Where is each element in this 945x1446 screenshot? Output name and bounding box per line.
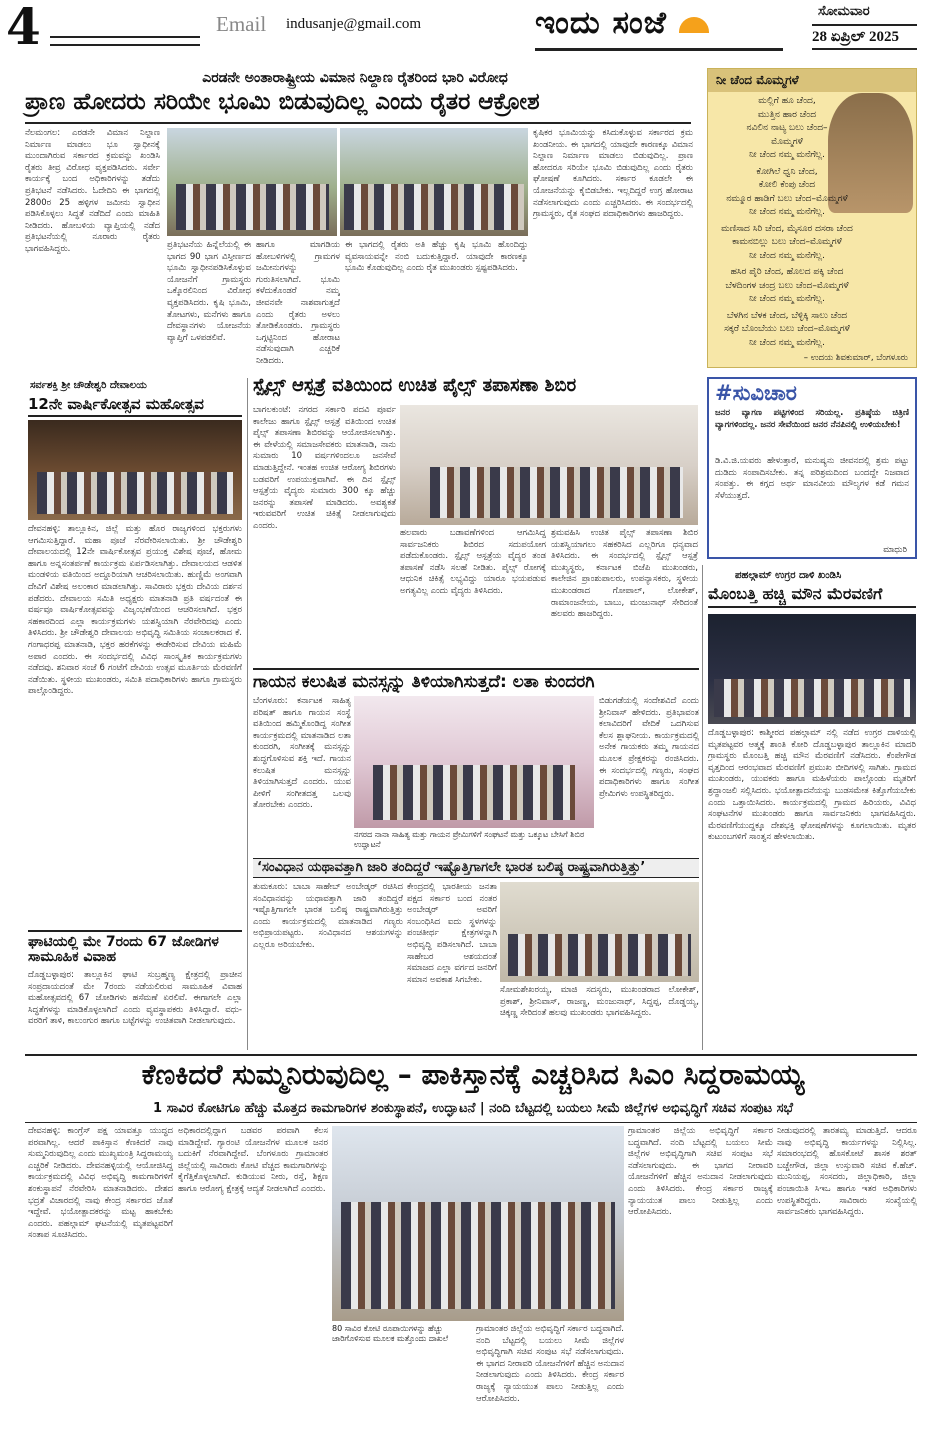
poem-title: ನೀ ಚೆಂದ ಮೊಮ್ಮಗಳೆ <box>708 69 916 92</box>
poem-line: ನೀ ಚೆಂದ ನಮ್ಮ ಮನೆಗೆಲ್ಲ. <box>749 150 825 160</box>
cm-column-4: ನೀಡುವುದರಲ್ಲಿ ತಾರತಮ್ಯ ಮಾಡುತ್ತಿದೆ. ಆದರೂ ನಾವು ಅಭಿವೃದ್ಧಿ ಕಾರ್ಯಗಳನ್ನು ನಿಲ್ಲಿಸಿಲ್ಲ. ಸಮಾರಂಭದಲ್ಲಿ ಹೊಸಕೋಟೆ ಶಾಸಕ ಶರತ್ ಬಚ್ಚೇಗೌಡ, ಜಿಲ್ಲಾ ಉಸ್ತುವಾರಿ ಸಚಿವ ಕೆ.ಹೆಚ್. ಮುನಿಯಪ್ಪ, ಸಂಸದರು, ಜಿಲ್ಲಾಧಿಕಾರಿ, ಜಿಲ್ಲಾ ಪಂಚಾಯಿತಿ ಸಿಇಒ ಹಾಗೂ ಇತರ ಅಧಿಕಾರಿಗಳು ಉಪಸ್ಥಿತರಿದ್ದರು. ಸಾವಿರಾರು ಸಂಖ್ಯೆಯಲ್ಲಿ ಸಾರ್ವಜನಿಕರು ಭಾಗವಹಿಸಿದ್ದರು. <box>777 1126 917 1218</box>
suvichara-box <box>707 377 917 559</box>
poem-box <box>707 68 917 368</box>
peace-body: ದೊಡ್ಡಬಳ್ಳಾಪುರ: ಕಾಶ್ಮೀರದ ಪಹಲ್ಗಾಮ್ ನಲ್ಲಿ ನಡೆದ ಉಗ್ರರ ದಾಳಿಯಲ್ಲಿ ಮೃತಪಟ್ಟವರ ಆತ್ಮಕ್ಕೆ ಶಾಂತಿ ಕೋರಿ ದೊಡ್ಡಬಳ್ಳಾಪುರ ತಾಲ್ಲೂಕಿನ ಮಾದರಿ ಗ್ರಾಮಸ್ಥರು ಮೊಂಬತ್ತಿ ಹಚ್ಚಿ ಮೌನ ಮೆರವಣಿಗೆ ನಡೆಸಿದರು. ಕೆಂಪೇಗೌಡ ವೃತ್ತದಿಂದ ಆರಂಭವಾದ ಮೆರವಣಿಗೆ ಪ್ರಮುಖ ಬೀದಿಗಳಲ್ಲಿ ಸಾಗಿತು. ಗ್ರಾಮದ ಮುಖಂಡರು, ಯುವಕರು ಹಾಗೂ ಮಹಿಳೆಯರು ಪಾಲ್ಗೊಂಡು ಮೃತರಿಗೆ ಶ್ರದ್ಧಾಂಜಲಿ ಸಲ್ಲಿಸಿದರು. ಭಯೋತ್ಪಾದನೆಯನ್ನು ಬುಡಸಮೇತ ಕಿತ್ತೊಗೆಯಬೇಕು ಎಂದು ಒತ್ತಾಯಿಸಿದರು. ಕಾರ್ಯಕ್ರಮದಲ್ಲಿ ಗ್ರಾಮದ ಹಿರಿಯರು, ವಿವಿಧ ಸಂಘಟನೆಗಳ ಮುಖಂಡರು ಹಾಗೂ ಸಾರ್ವಜನಿಕರು ಭಾಗವಹಿಸಿದ್ದರು. ಮೆರವಣಿಗೆಯುದ್ದಕ್ಕೂ ದೇಶಭಕ್ತಿ ಘೋಷಣೆಗಳನ್ನು ಕೂಗಲಾಯಿತು. ಮೃತರ ಕುಟುಂಬಗಳಿಗೆ ಸಾಂತ್ವನ ಹೇಳಲಾಯಿತು. <box>708 728 916 843</box>
lead-kicker: ಎರಡನೇ ಅಂತಾರಾಷ್ಟ್ರೀಯ ವಿಮಾನ ನಿಲ್ದಾಣ ರೈತರಿಂದ ಭಾರಿ ವಿರೋಧ <box>202 70 508 86</box>
lead-rule <box>25 122 691 124</box>
poem-line: ನೀ ಚೆಂದ ನಮ್ಮ ಮನೆಗೆಲ್ಲ. <box>749 250 825 261</box>
constitution-photo <box>500 882 699 982</box>
cm-photo <box>332 1126 624 1321</box>
poem-line: ಬೆಳಗಿನ ಬೆಳಕ ಚೆಂದ, ಬೆಳ್ಳಿಕ್ಕಿ ಸಾಲು ಚೆಂದ <box>726 310 848 321</box>
suvichara-quote: ಜನರ ವ್ಯಾಗಣ ಪಟ್ಟಿಗಳಿಂದ ಸರಿಯಲ್ಲ. ಪ್ರತಿಷ್ಠೆಯ ಚಿತ್ರಿಣಿ ವ್ಯಾಗಗಳಿಂದಲ್ಲ. ಜನರ ಸೇವೆಯಿಂದ ಜನರ ನೆನಪಿನಲ್ಲಿ ಉಳಿಯಬೇಕು! <box>715 408 909 430</box>
poem-line: ಮಣಿಸಾದ ಸಿರಿ ಚೆಂದ, ಮೈಸೂರ ದಸರಾ ಚೆಂದ <box>721 223 853 234</box>
poem-line: ಮುತ್ತಿನ ಹಾರ ಚೆಂದ <box>757 109 817 120</box>
poem-line: ಕಾಮನಬಿಲ್ಲು ಬಲು ಚೆಂದ–ಮೊಮ್ಮಗಳೆ <box>732 237 842 247</box>
lead-photo-farmers <box>340 128 528 236</box>
camp-photo <box>400 405 698 525</box>
constitution-headline: ‘ಸಂವಿಧಾನ ಯಥಾವತ್ತಾಗಿ ಜಾರಿ ತಂದಿದ್ದರೆ ಇಷ್ಟೊತ್ತಿಗಾಗಲೇ ಭಾರತ ಬಲಿಷ್ಠ ರಾಷ್ಟ್ರವಾಗಿರುತ್ತಿತ್ತು’ <box>253 858 699 878</box>
poem-line: ಕೋಲಿ ಕೆಂಪು ಚೆಂದ <box>758 180 816 190</box>
poem-body <box>712 95 862 350</box>
page-number: 4 <box>6 0 41 56</box>
constitution-column-2: ಕೇಂದ್ರದಲ್ಲಿ ಭಾರತೀಯ ಜನತಾ ಪಕ್ಷದ ಸರ್ಕಾರ ಬಂದ ನಂತರ ಅಂಬೇಡ್ಕರ್ ಅವರಿಗೆ ಸಂಬಂಧಿಸಿದ ಐದು ಸ್ಥಳಗಳನ್ನು ಪಂಚತೀರ್ಥ ಕ್ಷೇತ್ರಗಳನ್ನಾಗಿ ಅಭಿವೃದ್ಧಿ ಪಡಿಸಲಾಗಿದೆ. ಬಾಬಾ ಸಾಹೇಬರ ಆಶಯದಂತೆ ಸಮಾಜದ ಎಲ್ಲಾ ವರ್ಗದ ಜನರಿಗೆ ಸಮಾನ ಅವಕಾಶ ಸಿಗಬೇಕು. <box>407 882 497 985</box>
temple-headline: 12ನೇ ವಾರ್ಷಿಕೋತ್ಸವ ಮಹೋತ್ಸವ <box>28 397 242 417</box>
paper-name: ಇಂದು ಸಂಜೆ <box>535 5 667 41</box>
camp-column-1: ಬಾಗಲಕುಂಟೆ: ನಗರದ ಸರ್ಕಾರಿ ಪದವಿ ಪೂರ್ವ ಕಾಲೇಜು ಹಾಗೂ ಸ್ಪೈಲ್ಸ್ ಆಸ್ಪತ್ರೆ ವತಿಯಿಂದ ಉಚಿತ ಪೈಲ್ಸ್ ತಪಾಸಣಾ ಶಿಬಿರವನ್ನು ಆಯೋಜಿಸಲಾಗಿತ್ತು. ಈ ವೇಳೆಯಲ್ಲಿ ಸಮಾಜಸೇವಕರು ಮಾತನಾಡಿ, ನಾನು ಸುಮಾರು 10 ವರ್ಷಗಳಿಂದಲೂ ಜನಸೇವೆ ಮಾಡುತ್ತಿದ್ದೇನೆ. ಇಂತಹ ಉಚಿತ ಆರೋಗ್ಯ ಶಿಬಿರಗಳು ಬಡವರಿಗೆ ಉಪಯುಕ್ತವಾಗಿವೆ. ಈ ದಿನ ಸ್ಪೈಲ್ಸ್ ಆಸ್ಪತ್ರೆಯ ವೈದ್ಯರು ಸುಮಾರು 300 ಕ್ಕೂ ಹೆಚ್ಚು ಜನರನ್ನು ತಪಾಸಣೆ ಮಾಡಿದರು. ಅವಶ್ಯಕತೆ ಇರುವವರಿಗೆ ಉಚಿತ ಚಿಕಿತ್ಸೆ ನೀಡಲಾಗುವುದು ಎಂದರು. <box>253 405 396 531</box>
lead-column-3: ಹಾಗೂ ಮಾಗಡಿಯ ಹೋಬಳಿಗಳಲ್ಲಿ ಗ್ರಾಮಗಳ ಜಮೀನುಗಳನ್ನು ಗುರುತಿಸಲಾಗಿದೆ. ಭೂಮಿ ಕಳೆದುಕೊಂಡರೆ ನಮ್ಮ ಜೀವನವೇ ನಾಶವಾಗುತ್ತದೆ ಎಂದು ರೈತರು ಅಳಲು ತೋಡಿಕೊಂಡರು. ಗ್ರಾಮಸ್ಥರು ಒಗ್ಗಟ್ಟಿನಿಂದ ಹೋರಾಟ ನಡೆಸುವುದಾಗಿ ಎಚ್ಚರಿಕೆ ನೀಡಿದರು. <box>256 240 340 366</box>
poem-line: ನವಿಲಿನ ನಾಟ್ಯ ಬಲು ಚೆಂದ– <box>746 123 828 133</box>
poem-line: ಸಕ್ಕರೆ ಬೊಂಬೆಯು ಬಲು ಚೆಂದ–ಮೊಮ್ಮಗಳೆ <box>724 324 850 334</box>
page-rule <box>50 36 200 46</box>
suvichara-title: #ಸುವಿಚಾರ <box>715 381 797 405</box>
poem-line: ಮೊಮ್ಮಗಳೆ <box>771 136 803 147</box>
poem-line: ಮಲ್ಲಿಗೆ ಹೂ ಚೆಂದ, <box>758 96 816 106</box>
lead-column-1: ನೆಲಮಂಗಲ: ಎರಡನೇ ವಿಮಾನ ನಿಲ್ದಾಣ ನಿರ್ಮಾಣ ಮಾಡಲು ಭೂ ಸ್ವಾಧೀನಕ್ಕೆ ಮುಂದಾಗಿರುವ ಸರ್ಕಾರದ ಕ್ರಮವನ್ನು ಖಂಡಿಸಿ ರೈತರು ತೀವ್ರ ವಿರೋಧ ವ್ಯಕ್ತಪಡಿಸಿದರು. ಸರ್ವೇ ಕಾರ್ಯಕ್ಕೆ ಬಂದ ಅಧಿಕಾರಿಗಳನ್ನು ತಡೆದು ಪ್ರತಿಭಟನೆ ನಡೆಸಿದರು. ಓದೇದಿನಿ ಈ ಭಾಗದಲ್ಲಿ 2800ರ 25 ಹಳ್ಳಿಗಳ ಜಮೀನು ಸ್ವಾಧೀನ ಪಡಿಸಿಕೊಳ್ಳಲು ಸಿದ್ಧತೆ ನಡೆದಿದೆ ಎಂದು ಮಾಹಿತಿ ನೀಡಿದರು. ಹೋಬಳಿಯ ವ್ಯಾಪ್ತಿಯಲ್ಲಿ ನಡೆದ ಪ್ರತಿಭಟನೆಯಲ್ಲಿ ನೂರಾರು ರೈತರು ಭಾಗವಹಿಸಿದ್ದರು. <box>25 128 160 254</box>
temple-kicker: ಸರ್ವಶಕ್ತಿ ಶ್ರೀ ಚೌಡೇಶ್ವರಿ ದೇವಾಲಯ <box>30 380 147 391</box>
lata-column-1: ಬೆಂಗಳೂರು: ಕರ್ನಾಟಕ ಸಾಹಿತ್ಯ ಪರಿಷತ್ ಹಾಗೂ ಗಾಯನ ಸಂಸ್ಥೆ ವತಿಯಿಂದ ಹಮ್ಮಿಕೊಂಡಿದ್ದ ಸಂಗೀತ ಕಾರ್ಯಕ್ರಮದಲ್ಲಿ ಮಾತನಾಡಿದ ಲತಾ ಕುಂದರಗಿ, ಸಂಗೀತಕ್ಕೆ ಮನಸ್ಸನ್ನು ಶುದ್ಧಗೊಳಿಸುವ ಶಕ್ತಿ ಇದೆ. ಗಾಯನ ಕಲುಷಿತ ಮನಸ್ಸನ್ನು ತಿಳಿಯಾಗಿಸುತ್ತದೆ ಎಂದರು. ಯುವ ಪೀಳಿಗೆ ಸಂಗೀತದತ್ತ ಒಲವು ತೋರಬೇಕು ಎಂದರು. <box>253 696 351 811</box>
issue-date: 28 ಏಪ್ರಿಲ್ 2025 <box>812 24 917 50</box>
column-divider <box>247 378 248 1050</box>
camp-headline: ಸ್ಪೈಲ್ಸ್ ಆಸ್ಪತ್ರೆ ವತಿಯಿಂದ ಉಚಿತ ಪೈಲ್ಸ್ ತಪಾಸಣಾ ಶಿಬಿರ <box>253 375 577 396</box>
temple-body: ದೇವನಹಳ್ಳಿ: ತಾಲ್ಲೂಕಿನ, ಜಿಲ್ಲೆ ಮತ್ತು ಹೊರ ರಾಜ್ಯಗಳಿಂದ ಭಕ್ತರುಗಳು ಆಗಮಿಸುತ್ತಿದ್ದಾರೆ. ಮಹಾ ಪೂಜೆ ನೆರವೇರಿಸಲಾಯಿತು. ಶ್ರೀ ಚೌಡೇಶ್ವರಿ ದೇವಾಲಯದಲ್ಲಿ 12ನೇ ವಾರ್ಷಿಕೋತ್ಸವ ಪ್ರಯುಕ್ತ ವಿಶೇಷ ಪೂಜೆ, ಹೋಮ ಹಾಗೂ ಅನ್ನಸಂತರ್ಪಣೆ ಕಾರ್ಯಕ್ರಮ ಏರ್ಪಡಿಸಲಾಗಿತ್ತು. ದೇವಾಲಯದ ಆಡಳಿತ ಮಂಡಳಿಯ ವತಿಯಿಂದ ಅದ್ದೂರಿಯಾಗಿ ಆಚರಿಸಲಾಯಿತು. ಹುಣ್ಣಿಮೆ ಅಂಗವಾಗಿ ದೇವಿಗೆ ವಿಶೇಷ ಅಲಂಕಾರ ಮಾಡಲಾಗಿತ್ತು. ಸಾವಿರಾರು ಭಕ್ತರು ದೇವಿಯ ದರ್ಶನ ಪಡೆದರು. ದೇವಾಲಯ ಸಮಿತಿ ಅಧ್ಯಕ್ಷರು ಮಾತನಾಡಿ ಪ್ರತಿ ವರ್ಷದಂತೆ ಈ ವರ್ಷವೂ ವಾರ್ಷಿಕೋತ್ಸವವನ್ನು ವಿಜೃಂಭಣೆಯಿಂದ ಆಚರಿಸಲಾಗಿದೆ. ಭಕ್ತರ ಸಹಕಾರದಿಂದ ಎಲ್ಲಾ ಕಾರ್ಯಕ್ರಮಗಳು ಯಶಸ್ವಿಯಾಗಿ ನೆರವೇರಿದವು ಎಂದು ತಿಳಿಸಿದರು. ಶ್ರೀ ಚೌಡೇಶ್ವರಿ ದೇವಾಲಯ ಅಭಿವೃದ್ಧಿ ಸಮಿತಿಯ ಸಂಚಾಲಕರಾದ ಕೆ. ಗಂಗಾಧರಪ್ಪ ಮಾತನಾಡಿ, ಭಕ್ತರ ಹರಕೆಗಳನ್ನು ಈಡೇರಿಸುವ ದೇವಿಯ ಮಹಿಮೆ ಅಪಾರ ಎಂದರು. ಈ ಸಂದರ್ಭದಲ್ಲಿ ವಿವಿಧ ಸಾಂಸ್ಕೃತಿಕ ಕಾರ್ಯಕ್ರಮಗಳು ನಡೆದವು. ಶನಿವಾರ ಸಂಜೆ 6 ಗಂಟೆಗೆ ದೇವಿಯ ಉತ್ಸವ ಮೂರ್ತಿಯ ಮೆರವಣಿಗೆ ನಡೆಯಿತು. ಸ್ಥಳೀಯ ಮುಖಂಡರು, ಸಮಿತಿ ಪದಾಧಿಕಾರಿಗಳು ಹಾಗೂ ಗ್ರಾಮಸ್ಥರು ಪಾಲ್ಗೊಂಡಿದ್ದರು. <box>28 524 242 697</box>
lead-headline: ಪ್ರಾಣ ಹೋದರು ಸರಿಯೇ ಭೂಮಿ ಬಿಡುವುದಿಲ್ಲ ಎಂದು ರೈತರ ಆಕ್ರೋಶ <box>25 89 540 115</box>
lead-photo-officials <box>167 128 337 236</box>
cm-headline: ಕೆಣಕಿದರೆ ಸುಮ್ಮನಿರುವುದಿಲ್ಲ – ಪಾಕಿಸ್ತಾನಕ್ಕೆ ಎಚ್ಚರಿಸಿದ ಸಿಎಂ ಸಿದ್ದರಾಮಯ್ಯ <box>141 1058 805 1091</box>
temple-photo <box>28 420 242 520</box>
poem-line: ನೀ ಚೆಂದ ನಮ್ಮ ಮನೆಗೆಲ್ಲ. <box>749 294 825 304</box>
suvichara-credit: ಮಾಧುರಿ <box>883 545 907 555</box>
constitution-column-1: ತುಮಕೂರು: ಬಾಬಾ ಸಾಹೇಬ್ ಅಂಬೇಡ್ಕರ್ ರಚಿಸಿದ ಸಂವಿಧಾನವನ್ನು ಯಥಾವತ್ತಾಗಿ ಜಾರಿ ತಂದಿದ್ದರೆ ಇಷ್ಟೊತ್ತಿಗಾಗಲೇ ಭಾರತ ಬಲಿಷ್ಠ ರಾಷ್ಟ್ರವಾಗಿರುತ್ತಿತ್ತು ಎಂದು ಕಾರ್ಯಕ್ರಮದಲ್ಲಿ ಮಾತನಾಡಿದ ಗಣ್ಯರು ಅಭಿಪ್ರಾಯಪಟ್ಟರು. ಸಂವಿಧಾನದ ಆಶಯಗಳನ್ನು ಎಲ್ಲರೂ ಅರಿಯಬೇಕು. <box>253 882 403 950</box>
lead-column-2: ಪ್ರತಿಭಟನೆಯ ಹಿನ್ನೆಲೆಯಲ್ಲಿ ಈ ಭಾಗದ 90 ಭಾಗ ವಿಸ್ತೀರ್ಣದ ಭೂಮಿ ಸ್ವಾಧೀನಪಡಿಸಿಕೊಳ್ಳುವ ಯೋಜನೆಗೆ ಗ್ರಾಮಸ್ಥರು ಒಕ್ಕೊರಲಿನಿಂದ ವಿರೋಧ ವ್ಯಕ್ತಪಡಿಸಿದರು. ಕೃಷಿ ಭೂಮಿ, ತೋಟಗಳು, ಮನೆಗಳು ಹಾಗೂ ದೇವಸ್ಥಾನಗಳು ಯೋಜನೆಯ ವ್ಯಾಪ್ತಿಗೆ ಒಳಪಡಲಿವೆ. <box>167 240 251 343</box>
sun-icon <box>679 17 709 33</box>
poem-line: ಬೆಳದಿಂಗಳ ಚಂದ್ರ ಬಲು ಚೆಂದ–ಮೊಮ್ಮಗಳೆ <box>725 280 849 291</box>
peace-headline: ಮೊಂಬತ್ತಿ ಹಚ್ಚಿ ಮೌನ ಮೆರವಣಿಗೆ <box>708 586 916 608</box>
poem-author: – ಉದಯ ಶಿವಕುಮಾರ್, ಬೆಂಗಳೂರು <box>803 353 908 363</box>
cm-column-1: ದೇವನಹಳ್ಳಿ: ಕಾಂಗ್ರೆಸ್ ಪಕ್ಷ ಯಾವತ್ತೂ ಯುದ್ಧದ ಪರವಾಗಿಲ್ಲ. ಆದರೆ ಪಾಕಿಸ್ತಾನ ಕೆಣಕಿದರೆ ನಾವು ಸುಮ್ಮನಿರುವುದಿಲ್ಲ ಎಂದು ಮುಖ್ಯಮಂತ್ರಿ ಸಿದ್ದರಾಮಯ್ಯ ಎಚ್ಚರಿಕೆ ನೀಡಿದರು. ದೇವನಹಳ್ಳಿಯಲ್ಲಿ ಆಯೋಜಿಸಿದ್ದ ಕಾರ್ಯಕ್ರಮದಲ್ಲಿ ವಿವಿಧ ಅಭಿವೃದ್ಧಿ ಕಾಮಗಾರಿಗಳಿಗೆ ಶಂಕುಸ್ಥಾಪನೆ ನೆರವೇರಿಸಿ ಮಾತನಾಡಿದರು. ದೇಶದ ಭದ್ರತೆ ವಿಚಾರದಲ್ಲಿ ನಾವು ಕೇಂದ್ರ ಸರ್ಕಾರದ ಜೊತೆ ಇದ್ದೇವೆ. ಭಯೋತ್ಪಾದಕರನ್ನು ಮಟ್ಟ ಹಾಕಬೇಕು ಎಂದರು. ಪಹಲ್ಗಾಮ್ ಘಟನೆಯಲ್ಲಿ ಮೃತಪಟ್ಟವರಿಗೆ ಸಂತಾಪ ಸೂಚಿಸಿದರು. <box>28 1126 173 1241</box>
peace-photo <box>708 614 916 724</box>
poem-line: ನೀ ಚೆಂದ ನಮ್ಮ ಮನೆಗೆಲ್ಲ. <box>749 207 825 217</box>
constitution-column-3: ಸೋಮಶೇಖರಯ್ಯ, ಮಾಜಿ ಸದಸ್ಯರು, ಮುಖಂಡರಾದ ಲೋಕೇಶ್, ಪ್ರಕಾಶ್, ಶ್ರೀನಿವಾಸ್, ರಾಜಣ್ಣ, ಮಂಜುನಾಥ್, ಸಿದ್ದಪ್ಪ, ದೊಡ್ಡಯ್ಯ, ಚಿಕ್ಕಣ್ಣ ಸೇರಿದಂತೆ ಹಲವು ಮುಖಂಡರು ಭಾಗವಹಿಸಿದ್ದರು. <box>500 985 699 1019</box>
suvichara-body: ಡಿ.ವಿ.ಜಿ.ಯವರು ಹೇಳುತ್ತಾರೆ, ಮನುಷ್ಯನು ಜೀವನದಲ್ಲಿ ಶ್ರಮ ಪಟ್ಟು ದುಡಿದು ಸಂಪಾದಿಸಬೇಕು. ತನ್ನ ಪರಿಶ್ರಮದಿಂದ ಬಂದದ್ದೇ ನಿಜವಾದ ಸಂಪತ್ತು. ಈ ಕಗ್ಗದ ಅರ್ಥ ಮಾನವೀಯ ಮೌಲ್ಯಗಳ ಕಡೆ ಗಮನ ಸೆಳೆಯುತ್ತದೆ. <box>715 456 909 501</box>
poem-line: ಕೋಗಿಲೆ ಧ್ವನಿ ಚೆಂದ, <box>756 166 818 177</box>
poem-line: ನೀ ಚೆಂದ ನಮ್ಮ ಮನೆಗೆಲ್ಲ. <box>749 337 825 348</box>
poem-line: ಹಸಿರ ಪೈರಿ ಚೆಂದ, ಹೊಲದ ಪಕ್ಕಿ ಚೆಂದ <box>730 267 844 277</box>
cm-caption: 80 ಸಾವಿರ ಕೋಟಿ ರೂಪಾಯಿಗಳನ್ನು ಹೆಚ್ಚು ಜಾರಿಗೊಳಿಸುವ ಮೂಲಕ ಮತ್ತೊಂದು ದಾಖಲೆ <box>332 1324 449 1343</box>
cm-top-rule <box>25 1054 917 1056</box>
lata-caption: ನಗರದ ನಾನಾ ಸಾಹಿತ್ಯ ಮತ್ತು ಗಾಯನ ಪ್ರೇಮಿಗಳಿಗೆ ಸಂಘಟನೆ ಮತ್ತು ಒಕ್ಕೂಟ ಬೇಸಿಗೆ ಶಿಬಿರ ಉದ್ಘಾಟನೆ <box>354 830 585 849</box>
cm-subhead: 1 ಸಾವಿರ ಕೋಟಿಗೂ ಹೆಚ್ಚು ಮೊತ್ತದ ಕಾಮಗಾರಿಗಳ ಶಂಕುಸ್ಥಾಪನೆ, ಉದ್ಘಾಟನೆ | ನಂದಿ ಬೆಟ್ಟದಲ್ಲಿ ಬಯಲು ಸೀಮೆ ಜಿಲ್ಲೆಗಳ ಅಭಿವೃದ್ಧಿಗೆ ಸಚಿವ ಸಂಪುಟ ಸಭೆ <box>153 1101 793 1116</box>
peace-kicker: ಪಹಲ್ಗಾಮ್ ಉಗ್ರರ ದಾಳಿ ಖಂಡಿಸಿ <box>735 570 842 581</box>
wedding-body: ದೊಡ್ಡಬಳ್ಳಾಪುರ: ತಾಲ್ಲೂಕಿನ ಘಾಟಿ ಸುಬ್ರಹ್ಮಣ್ಯ ಕ್ಷೇತ್ರದಲ್ಲಿ ಪ್ರಾಚೀನ ಸಂಪ್ರದಾಯದಂತೆ ಮೇ 7ರಂದು ನಡೆಯಲಿರುವ ಸಾಮೂಹಿಕ ವಿವಾಹ ಮಹೋತ್ಸವದಲ್ಲಿ 67 ಜೋಡಿಗಳು ಹಸೆಮಣೆ ಏರಲಿವೆ. ಈಗಾಗಲೇ ಎಲ್ಲಾ ಸಿದ್ಧತೆಗಳನ್ನು ಮಾಡಿಕೊಳ್ಳಲಾಗಿದೆ ಎಂದು ವ್ಯವಸ್ಥಾಪಕರು ತಿಳಿಸಿದ್ದಾರೆ. ವಧು-ವರರಿಗೆ ತಾಳಿ, ಕಾಲುಂಗುರ ಹಾಗೂ ಬಟ್ಟೆಗಳನ್ನು ಉಚಿತವಾಗಿ ನೀಡಲಾಗುವುದು. <box>28 970 242 1027</box>
camp-column-3: ಶ್ರಮವಹಿಸಿ ಉಚಿತ ಪೈಲ್ಸ್ ತಪಾಸಣಾ ಶಿಬಿರ ಯಶಸ್ವಿಯಾಗಲು ಸಹಕರಿಸಿದ ಎಲ್ಲರಿಗೂ ಧನ್ಯವಾದ ತಿಳಿಸಿದರು. ಈ ಸಂದರ್ಭದಲ್ಲಿ ಸ್ಪೈಲ್ಸ್ ಆಸ್ಪತ್ರೆ ಮುಖ್ಯಸ್ಥರು, ಕರ್ನಾಟಕ ಬಿಜೆಪಿ ಮುಖಂಡರು, ಕಾಲೇಜಿನ ಪ್ರಾಂಶುಪಾಲರು, ಉಪನ್ಯಾಸಕರು, ಸ್ಥಳೀಯ ಮುಖಂಡರಾದ ಗೋಪಾಲ್, ಲೋಕೇಶ್, ರಾಮಾಂಜನೇಯ, ಬಾಬು, ಮಂಜುನಾಥ್ ಸೇರಿದಂತೆ ಹಲವರು ಹಾಜರಿದ್ದರು. <box>551 528 698 620</box>
camp-column-2: ಹಲವಾರು ಬಡಾವಣೆಗಳಿಂದ ಆಗಮಿಸಿದ್ದ ಸಾರ್ವಜನಿಕರು ಶಿಬಿರದ ಸದುಪಯೋಗ ಪಡೆದುಕೊಂಡರು. ಸ್ಪೈಲ್ಸ್ ಆಸ್ಪತ್ರೆಯ ವೈದ್ಯರ ತಂಡ ತಪಾಸಣೆ ನಡೆಸಿ ಸಲಹೆ ನೀಡಿತು. ಪೈಲ್ಸ್ ರೋಗಕ್ಕೆ ಆಧುನಿಕ ಚಿಕಿತ್ಸೆ ಲಭ್ಯವಿದ್ದು ಯಾರೂ ಭಯಪಡುವ ಅಗತ್ಯವಿಲ್ಲ ಎಂದು ವೈದ್ಯರು ತಿಳಿಸಿದರು. <box>400 528 546 596</box>
wedding-headline: ಘಾಟಿಯಲ್ಲಿ ಮೇ 7ರಂದು 67 ಜೋಡಿಗಳ ಸಾಮೂಹಿಕ ವಿವಾಹ <box>28 930 242 964</box>
cm-sub-rule <box>25 1122 917 1123</box>
cm-column-3: ಗ್ರಾಮಾಂತರ ಜಿಲ್ಲೆಯ ಅಭಿವೃದ್ಧಿಗೆ ಸರ್ಕಾರ ಬದ್ಧವಾಗಿದೆ. ನಂದಿ ಬೆಟ್ಟದಲ್ಲಿ ಬಯಲು ಸೀಮೆ ಜಿಲ್ಲೆಗಳ ಅಭಿವೃದ್ಧಿಗಾಗಿ ಸಚಿವ ಸಂಪುಟ ಸಭೆ ನಡೆಸಲಾಗುವುದು. ಈ ಭಾಗದ ನೀರಾವರಿ ಯೋಜನೆಗಳಿಗೆ ಹೆಚ್ಚಿನ ಅನುದಾನ ನೀಡಲಾಗುವುದು ಎಂದು ತಿಳಿಸಿದರು. ಕೇಂದ್ರ ಸರ್ಕಾರ ರಾಜ್ಯಕ್ಕೆ ನ್ಯಾಯಯುತ ಪಾಲು ನೀಡುತ್ತಿಲ್ಲ ಎಂದು ಆರೋಪಿಸಿದರು. <box>628 1126 773 1218</box>
lead-column-4: ಈ ಭಾಗದಲ್ಲಿ ರೈತರು ಅತಿ ಹೆಚ್ಚು ಕೃಷಿ ಭೂಮಿ ಹೊಂದಿದ್ದು ವ್ಯವಸಾಯವನ್ನೇ ನಂಬಿ ಬದುಕುತ್ತಿದ್ದಾರೆ. ಯಾವುದೇ ಕಾರಣಕ್ಕೂ ಭೂಮಿ ಕೊಡುವುದಿಲ್ಲ ಎಂದು ರೈತ ಮುಖಂಡರು ಸ್ಪಷ್ಟಪಡಿಸಿದರು. <box>345 240 528 274</box>
paper-logo <box>535 5 783 51</box>
lata-headline: ಗಾಯನ ಕಲುಷಿತ ಮನಸ್ಸನ್ನು ತಿಳಿಯಾಗಿಸುತ್ತದೆ: ಲತಾ ಕುಂದರಗಿ <box>253 668 699 692</box>
email-address[interactable]: indusanje@gmail.com <box>286 16 422 32</box>
email-label: Email <box>216 12 267 36</box>
column-divider <box>702 565 703 1050</box>
poem-line: ನಮ್ಮೂರ ಹಾಡಿಗೆ ಬಲು ಚೆಂದ–ಮೊಮ್ಮಗಳೆ <box>726 193 848 204</box>
lata-column-2: ಬಿಡುಗಡೆಯಲ್ಲಿ ಸಂದೇಶವಿದೆ ಎಂದು ಶ್ರೀನಿವಾಸ್ ಹೇಳಿದರು. ಪ್ರತಿಭಾವಂತ ಕಲಾವಿದರಿಗೆ ವೇದಿಕೆ ಒದಗಿಸುವ ಕೆಲಸ ಶ್ಲಾಘನೀಯ. ಕಾರ್ಯಕ್ರಮದಲ್ಲಿ ಅನೇಕ ಗಾಯಕರು ತಮ್ಮ ಗಾಯನದ ಮೂಲಕ ಪ್ರೇಕ್ಷಕರನ್ನು ರಂಜಿಸಿದರು. ಈ ಸಂದರ್ಭದಲ್ಲಿ ಗಣ್ಯರು, ಸಂಘದ ಪದಾಧಿಕಾರಿಗಳು ಹಾಗೂ ಸಂಗೀತ ಪ್ರೇಮಿಗಳು ಉಪಸ್ಥಿತರಿದ್ದರು. <box>599 696 699 799</box>
cm-column-3a: ಗ್ರಾಮಾಂತರ ಜಿಲ್ಲೆಯ ಅಭಿವೃದ್ಧಿಗೆ ಸರ್ಕಾರ ಬದ್ಧವಾಗಿದೆ. ನಂದಿ ಬೆಟ್ಟದಲ್ಲಿ ಬಯಲು ಸೀಮೆ ಜಿಲ್ಲೆಗಳ ಅಭಿವೃದ್ಧಿಗಾಗಿ ಸಚಿವ ಸಂಪುಟ ಸಭೆ ನಡೆಸಲಾಗುವುದು. ಈ ಭಾಗದ ನೀರಾವರಿ ಯೋಜನೆಗಳಿಗೆ ಹೆಚ್ಚಿನ ಅನುದಾನ ನೀಡಲಾಗುವುದು ಎಂದು ತಿಳಿಸಿದರು. ಕೇಂದ್ರ ಸರ್ಕಾರ ರಾಜ್ಯಕ್ಕೆ ನ್ಯಾಯಯುತ ಪಾಲು ನೀಡುತ್ತಿಲ್ಲ ಎಂದು ಆರೋಪಿಸಿದರು. <box>476 1324 624 1404</box>
cm-column-2: ಅಧಿಕಾರದಲ್ಲಿದ್ದಾಗ ಬಡವರ ಪರವಾಗಿ ಕೆಲಸ ಮಾಡಿದ್ದೇವೆ. ಗ್ಯಾರಂಟಿ ಯೋಜನೆಗಳ ಮೂಲಕ ಜನರ ಬದುಕಿಗೆ ನೆರವಾಗಿದ್ದೇವೆ. ಬೆಂಗಳೂರು ಗ್ರಾಮಾಂತರ ಜಿಲ್ಲೆಯಲ್ಲಿ ಸಾವಿರಾರು ಕೋಟಿ ವೆಚ್ಚದ ಕಾಮಗಾರಿಗಳನ್ನು ಕೈಗೆತ್ತಿಕೊಳ್ಳಲಾಗಿದೆ. ಕುಡಿಯುವ ನೀರು, ರಸ್ತೆ, ಶಿಕ್ಷಣ ಹಾಗೂ ಆರೋಗ್ಯ ಕ್ಷೇತ್ರಕ್ಕೆ ಆದ್ಯತೆ ನೀಡಲಾಗಿದೆ ಎಂದರು. <box>178 1126 328 1194</box>
issue-day: ಸೋಮವಾರ <box>818 4 870 19</box>
lata-photo <box>354 696 594 828</box>
lead-column-5: ಕೃಷಿಕರ ಭೂಮಿಯನ್ನು ಕಸಿದುಕೊಳ್ಳುವ ಸರ್ಕಾರದ ಕ್ರಮ ಖಂಡನೀಯ. ಈ ಭಾಗದಲ್ಲಿ ಯಾವುದೇ ಕಾರಣಕ್ಕೂ ವಿಮಾನ ನಿಲ್ದಾಣ ನಿರ್ಮಾಣ ಮಾಡಲು ಬಿಡುವುದಿಲ್ಲ. ಪ್ರಾಣ ಹೋದರೂ ಸರಿಯೇ ಭೂಮಿ ಬಿಡುವುದಿಲ್ಲ ಎಂದು ರೈತರು ಘೋಷಣೆ ಕೂಗಿದರು. ಸರ್ಕಾರ ಕೂಡಲೇ ಈ ಯೋಜನೆಯನ್ನು ಕೈಬಿಡಬೇಕು. ಇಲ್ಲದಿದ್ದರೆ ಉಗ್ರ ಹೋರಾಟ ನಡೆಸಲಾಗುವುದು ಎಂದು ಎಚ್ಚರಿಸಿದರು. ಈ ಸಂದರ್ಭದಲ್ಲಿ ಗ್ರಾಮಸ್ಥರು, ರೈತ ಸಂಘದ ಪದಾಧಿಕಾರಿಗಳು ಹಾಜರಿದ್ದರು. <box>533 128 693 220</box>
